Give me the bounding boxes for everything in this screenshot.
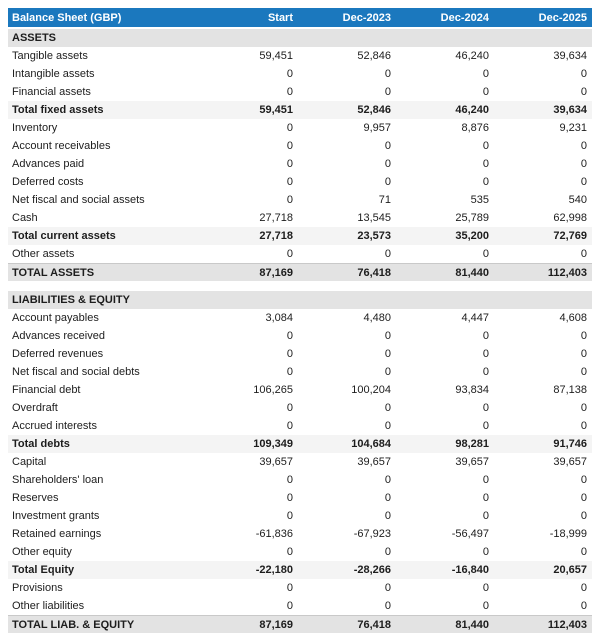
cell-value: 535 (470, 194, 489, 206)
cell-value: 0 (482, 420, 489, 432)
cell-value: 62,998 (553, 212, 587, 224)
cell-value: 0 (384, 330, 391, 342)
cell-value: 0 (580, 474, 587, 486)
cell-value: 0 (482, 86, 489, 98)
section-gap (8, 281, 592, 291)
table-row (8, 263, 592, 281)
column-header-dec-2023: Dec-2023 (342, 11, 391, 24)
cell-value: 59,451 (259, 50, 293, 62)
row-label: Reserves (12, 492, 59, 504)
cell-value: 81,440 (455, 618, 489, 631)
row-label: Financial assets (12, 86, 91, 98)
cell-value: -56,497 (451, 528, 489, 540)
cell-value: 0 (384, 176, 391, 188)
table-row (8, 381, 592, 399)
row-label: Overdraft (12, 402, 58, 414)
row-label: Financial debt (12, 384, 81, 396)
table-row (8, 597, 592, 615)
cell-value: 0 (580, 68, 587, 80)
cell-value: 72,769 (553, 230, 587, 242)
cell-value: 0 (482, 402, 489, 414)
table-row (8, 173, 592, 191)
table-row (8, 191, 592, 209)
cell-value: 46,240 (455, 104, 489, 116)
cell-value: 98,281 (455, 438, 489, 450)
cell-value: 0 (384, 420, 391, 432)
cell-value: 0 (580, 420, 587, 432)
cell-value: 0 (482, 366, 489, 378)
column-header-dec-2025: Dec-2025 (538, 11, 587, 24)
cell-value: 39,634 (553, 104, 587, 116)
cell-value: 9,957 (363, 122, 391, 134)
cell-value: 0 (384, 474, 391, 486)
cell-value: 0 (580, 402, 587, 414)
cell-value: 112,403 (547, 266, 587, 279)
cell-value: 0 (286, 474, 293, 486)
cell-value: 59,451 (259, 104, 293, 116)
row-label: Advances received (12, 330, 105, 342)
cell-value: 0 (384, 86, 391, 98)
table-row (8, 615, 592, 633)
cell-value: 0 (286, 582, 293, 594)
table-row (8, 579, 592, 597)
cell-value: 8,876 (461, 122, 489, 134)
row-label: Other assets (12, 248, 75, 260)
cell-value: 0 (286, 158, 293, 170)
table-row (8, 65, 592, 83)
cell-value: 109,349 (253, 438, 293, 450)
table-row (8, 119, 592, 137)
cell-value: 93,834 (455, 384, 489, 396)
cell-value: 0 (384, 366, 391, 378)
cell-value: 4,480 (363, 312, 391, 324)
table-row (8, 453, 592, 471)
cell-value: 0 (286, 122, 293, 134)
cell-value: 104,684 (351, 438, 391, 450)
cell-value: 0 (580, 158, 587, 170)
cell-value: 25,789 (455, 212, 489, 224)
cell-value: 0 (580, 582, 587, 594)
cell-value: 76,418 (357, 266, 391, 279)
table-row (8, 155, 592, 173)
cell-value: 0 (286, 330, 293, 342)
table-row (8, 137, 592, 155)
table-header-row (8, 8, 592, 27)
table-row (8, 543, 592, 561)
cell-value: 9,231 (559, 122, 587, 134)
column-header-dec-2024: Dec-2024 (440, 11, 489, 24)
row-label: Shareholders' loan (12, 474, 104, 486)
cell-value: 0 (580, 140, 587, 152)
table-row (8, 417, 592, 435)
row-label: Account payables (12, 312, 99, 324)
row-label: TOTAL ASSETS (12, 266, 95, 279)
section-header-row (8, 29, 592, 47)
cell-value: 0 (286, 176, 293, 188)
cell-value: 39,657 (455, 456, 489, 468)
cell-value: 0 (580, 600, 587, 612)
cell-value: 0 (384, 510, 391, 522)
table-row (8, 525, 592, 543)
cell-value: 0 (286, 248, 293, 260)
table-row (8, 435, 592, 453)
cell-value: 23,573 (357, 230, 391, 242)
cell-value: 0 (286, 194, 293, 206)
table-row (8, 327, 592, 345)
cell-value: 27,718 (259, 212, 293, 224)
cell-value: 0 (286, 600, 293, 612)
cell-value: -18,999 (549, 528, 587, 540)
cell-value: 0 (580, 248, 587, 260)
cell-value: 52,846 (357, 50, 391, 62)
cell-value: 35,200 (455, 230, 489, 242)
row-label: Total debts (12, 438, 70, 450)
cell-value: 87,169 (259, 618, 293, 631)
cell-value: 0 (482, 546, 489, 558)
row-label: Account receivables (12, 140, 111, 152)
cell-value: 0 (580, 546, 587, 558)
table-row (8, 507, 592, 525)
section-title: LIABILITIES & EQUITY (12, 294, 130, 306)
cell-value: 0 (384, 348, 391, 360)
cell-value: 0 (482, 158, 489, 170)
cell-value: 0 (384, 546, 391, 558)
cell-value: 0 (580, 510, 587, 522)
cell-value: 0 (580, 176, 587, 188)
row-label: Capital (12, 456, 47, 468)
cell-value: 39,634 (553, 50, 587, 62)
cell-value: 0 (580, 86, 587, 98)
table-row (8, 227, 592, 245)
row-label: Provisions (12, 582, 63, 594)
cell-value: 540 (568, 194, 587, 206)
table-row (8, 561, 592, 579)
cell-value: 0 (580, 348, 587, 360)
row-label: Net fiscal and social debts (12, 366, 140, 378)
table-title: Balance Sheet (GBP) (12, 11, 122, 24)
row-label: Deferred revenues (12, 348, 104, 360)
cell-value: 52,846 (357, 104, 391, 116)
cell-value: 0 (482, 140, 489, 152)
cell-value: 0 (384, 248, 391, 260)
cell-value: 112,403 (547, 618, 587, 631)
cell-value: 0 (384, 402, 391, 414)
cell-value: 0 (482, 348, 489, 360)
cell-value: 0 (286, 68, 293, 80)
cell-value: 0 (580, 366, 587, 378)
cell-value: 0 (482, 582, 489, 594)
cell-value: 27,718 (259, 230, 293, 242)
cell-value: 13,545 (357, 212, 391, 224)
cell-value: 3,084 (265, 312, 293, 324)
cell-value: 0 (384, 600, 391, 612)
cell-value: 0 (482, 176, 489, 188)
row-label: Accrued interests (12, 420, 97, 432)
cell-value: 0 (482, 68, 489, 80)
cell-value: -67,923 (353, 528, 391, 540)
table-row (8, 83, 592, 101)
cell-value: 0 (286, 546, 293, 558)
cell-value: 0 (384, 492, 391, 504)
cell-value: 106,265 (253, 384, 293, 396)
cell-value: 39,657 (259, 456, 293, 468)
table-body (8, 29, 592, 633)
cell-value: 4,447 (461, 312, 489, 324)
cell-value: 4,608 (559, 312, 587, 324)
cell-value: -22,180 (255, 564, 293, 576)
cell-value: 0 (580, 492, 587, 504)
row-label: Retained earnings (12, 528, 102, 540)
cell-value: 71 (378, 194, 391, 206)
cell-value: 39,657 (357, 456, 391, 468)
cell-value: 0 (286, 402, 293, 414)
section-title: ASSETS (12, 32, 57, 44)
cell-value: 0 (482, 330, 489, 342)
table-row (8, 489, 592, 507)
row-label: Other equity (12, 546, 72, 558)
table-row (8, 399, 592, 417)
table-row (8, 345, 592, 363)
cell-value: 76,418 (357, 618, 391, 631)
table-row (8, 363, 592, 381)
cell-value: 0 (286, 86, 293, 98)
cell-value: 0 (482, 248, 489, 260)
cell-value: 0 (286, 420, 293, 432)
cell-value: 46,240 (455, 50, 489, 62)
row-label: Intangible assets (12, 68, 95, 80)
row-label: Advances paid (12, 158, 85, 170)
cell-value: 0 (482, 600, 489, 612)
cell-value: -16,840 (451, 564, 489, 576)
balance-sheet-table (8, 8, 592, 633)
table-row (8, 47, 592, 65)
cell-value: 0 (286, 348, 293, 360)
cell-value: 100,204 (351, 384, 391, 396)
table-row (8, 245, 592, 263)
table-row (8, 309, 592, 327)
cell-value: 39,657 (553, 456, 587, 468)
cell-value: 81,440 (455, 266, 489, 279)
cell-value: 0 (286, 510, 293, 522)
cell-value: 0 (482, 492, 489, 504)
cell-value: 87,169 (259, 266, 293, 279)
row-label: Investment grants (12, 510, 100, 522)
cell-value: 0 (384, 68, 391, 80)
row-label: Cash (12, 212, 38, 224)
row-label: TOTAL LIAB. & EQUITY (12, 618, 135, 631)
row-label: Tangible assets (12, 50, 88, 62)
cell-value: 0 (286, 366, 293, 378)
cell-value: 20,657 (553, 564, 587, 576)
cell-value: 0 (286, 492, 293, 504)
cell-value: -61,836 (255, 528, 293, 540)
row-label: Deferred costs (12, 176, 84, 188)
row-label: Total current assets (12, 230, 116, 242)
table-row (8, 471, 592, 489)
cell-value: 0 (384, 158, 391, 170)
cell-value: 91,746 (553, 438, 587, 450)
cell-value: 0 (482, 510, 489, 522)
cell-value: -28,266 (353, 564, 391, 576)
row-label: Total Equity (12, 564, 75, 576)
row-label: Net fiscal and social assets (12, 194, 145, 206)
column-header-start: Start (267, 11, 293, 24)
cell-value: 0 (580, 330, 587, 342)
row-label: Total fixed assets (12, 104, 104, 116)
cell-value: 0 (482, 474, 489, 486)
table-row (8, 209, 592, 227)
row-label: Other liabilities (12, 600, 85, 612)
table-row (8, 101, 592, 119)
cell-value: 0 (384, 140, 391, 152)
cell-value: 87,138 (553, 384, 587, 396)
cell-value: 0 (286, 140, 293, 152)
section-header-row (8, 291, 592, 309)
row-label: Inventory (12, 122, 58, 134)
cell-value: 0 (384, 582, 391, 594)
